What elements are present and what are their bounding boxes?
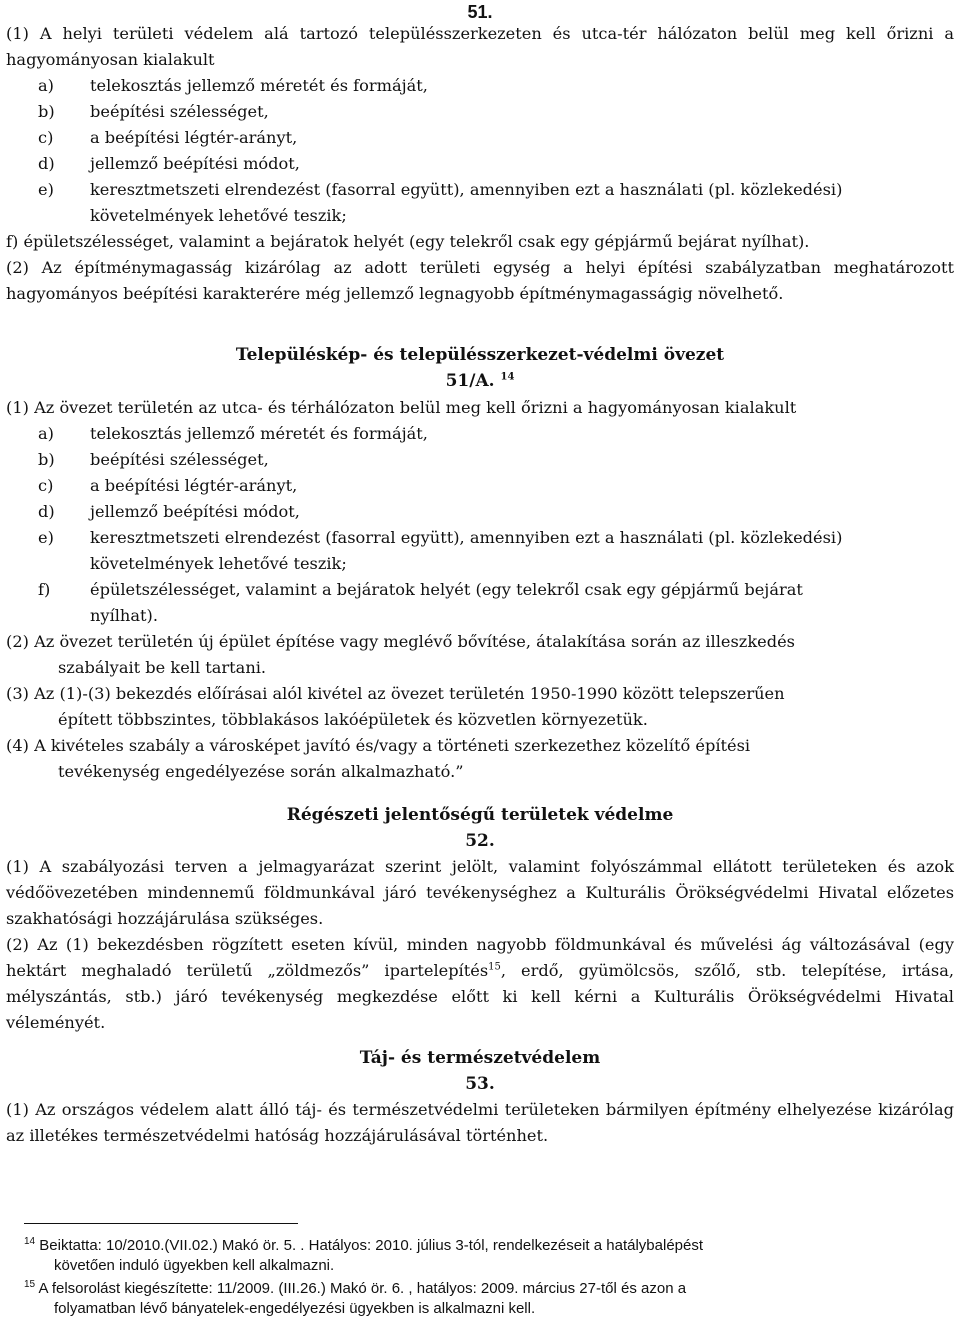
footnote-15: $^{15}$ A felsorolást kiegészítette: 11/2009. (III.26.) Makó ör. 6. , hatályos: 2009. március 27-től és azon a folyamatban lévő bányatelek-engedélyezési ügyekben is alkalmazni kell. <box>24 1279 687 1317</box>
s51-item-a: a) telekosztás jellemző méretét és formáját, <box>38 76 428 95</box>
s52-paragraph-2: (2) Az (1) bekezdésben rögzített eseten kívül, minden nagyobb földmunkával és művelési ág változásával (egy hektárt meghaladó területű „zöldmezős” ipartelepítés$^{15}$, erdő, gyümölcsös, szőlő, stb. telepítése, irtása, mélyszántás, stb.) járó tevékenység megkezdése előtt ki kell kérni a Kulturális Örökségvédelmi Hivatal véleményét. <box>6 935 954 1032</box>
s52-title: Régészeti jelentőségű területek védelme <box>286 805 674 825</box>
s51a-item-c: c) a beépítési légtér-arányt, <box>38 476 298 495</box>
s51a-title: Településkép- és településszerkezet-védelmi övezet <box>235 345 725 365</box>
s51-paragraph-1: (1) A helyi területi védelem alá tartozó településszerkezeten és utca-tér hálózaton belül meg kell őrizni a hagyományosan kialakult <box>6 24 954 69</box>
s51a-heading: 51/A. $^{14}$ <box>445 371 515 391</box>
footnote-ref-15: 15 <box>488 961 501 973</box>
s51-item-e-cont: követelmények lehetővé teszik; <box>90 206 347 225</box>
footnote-14: $^{14}$ Beiktatta: 10/2010.(VII.02.) Makó ör. 5. . Hatályos: 2010. július 3-tól, rendelkezéseit a hatálybalépést követően induló ügyekben kell alkalmazni. <box>24 1236 704 1274</box>
s51a-paragraph-4-cont: tevékenység engedélyezése során alkalmazható.” <box>58 762 464 781</box>
s51a-paragraph-1: (1) Az övezet területén az utca- és térhálózaton belül meg kell őrizni a hagyományosan kialakult <box>6 398 797 417</box>
s51-item-f: f) épületszélességet, valamint a bejáratok helyét (egy telekről csak egy gépjármű bejárat nyílhat). <box>6 232 810 251</box>
s51a-paragraph-2-cont: szabályait be kell tartani. <box>58 658 267 677</box>
s51a-paragraph-2: (2) Az övezet területén új épület építése vagy meglévő bővítése, átalakítása során az illeszkedés <box>6 632 795 651</box>
s53-heading: 53. <box>465 1074 495 1094</box>
s51a-item-e: e) keresztmetszeti elrendezést (fasorral együtt), amennyiben ezt a használati (pl. közlekedési) <box>38 528 843 547</box>
s51a-paragraph-3-cont: épített többszintes, többlakásos lakóépületek és közvetlen környezetük. <box>58 710 648 729</box>
s51-item-c: c) a beépítési légtér-arányt, <box>38 128 298 147</box>
s51a-paragraph-4: (4) A kivételes szabály a városképet javító és/vagy a történeti szerkezethez közelítő építési <box>6 736 751 755</box>
s53-title: Táj- és természetvédelem <box>359 1048 601 1068</box>
s51-paragraph-2: (2) Az építménymagasság kizárólag az adott területi egység a helyi építési szabályzatban meghatározott hagyományos beépítési karakterére még jellemző legnagyobb építménymagasságig növelhető. <box>6 258 954 303</box>
s51a-item-f-cont: nyílhat). <box>90 606 158 625</box>
section-number: 51. <box>467 2 493 22</box>
s52-heading: 52. <box>465 831 495 851</box>
s53-paragraph-1: (1) Az országos védelem alatt álló táj- és természetvédelmi területeken bármilyen építmény elhelyezése kizárólag az illetékes természetvédelmi hatóság hozzájárulásával történhet. <box>6 1100 954 1145</box>
footnote-separator <box>24 1223 298 1224</box>
s52-paragraph-1: (1) A szabályozási terven a jelmagyarázat szerint jelölt, valamint folyószámmal ellátott területeken és azok védőövezetében mindennemű földmunkával járó tevékenységhez a Kulturális Örökségvédelmi Hivatal előzetes szakhatósági hozzájárulása szükséges. <box>6 857 954 928</box>
s51a-item-f: f) épületszélességet, valamint a bejáratok helyét (egy telekről csak egy gépjármű bejárat <box>38 580 803 599</box>
footnote-ref-14: 14 <box>500 371 515 383</box>
s51a-paragraph-3: (3) Az (1)-(3) bekezdés előírásai alól kivétel az övezet területén 1950-1990 között telepszerűen <box>6 684 785 703</box>
s51-item-b: b) beépítési szélességet, <box>38 102 269 121</box>
s51a-item-a: a) telekosztás jellemző méretét és formáját, <box>38 424 428 443</box>
s51-item-e: e) keresztmetszeti elrendezést (fasorral együtt), amennyiben ezt a használati (pl. közlekedési) <box>38 180 843 199</box>
s51a-item-e-cont: követelmények lehetővé teszik; <box>90 554 347 573</box>
s51a-item-b: b) beépítési szélességet, <box>38 450 269 469</box>
s51-item-d: d) jellemző beépítési módot, <box>38 154 300 173</box>
s51a-item-d: d) jellemző beépítési módot, <box>38 502 300 521</box>
